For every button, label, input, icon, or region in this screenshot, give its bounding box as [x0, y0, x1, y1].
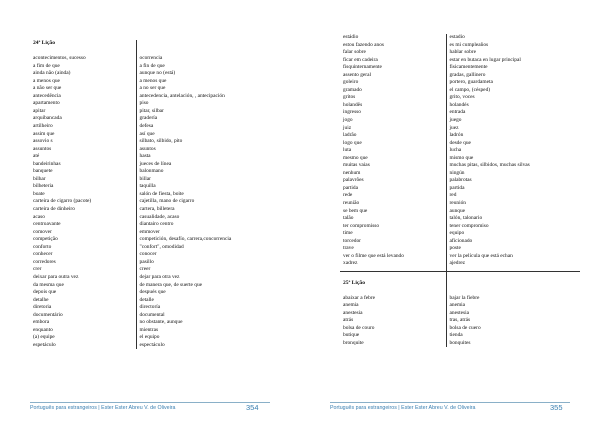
spanish-term: tras, atrás	[449, 317, 471, 324]
portuguese-term: antecedência	[30, 93, 136, 101]
spanish-term: billar	[139, 175, 151, 182]
portuguese-term: bilhar	[30, 176, 136, 184]
portuguese-term: (a) equipe	[30, 334, 136, 342]
page-number: 354	[246, 403, 259, 412]
blank-row	[30, 48, 270, 56]
portuguese-term: assim que	[30, 131, 136, 139]
spanish-term: aficionado	[449, 237, 473, 244]
vocab-row	[340, 79, 580, 87]
portuguese-term: artilheiro	[30, 123, 136, 131]
vocab-row	[340, 109, 580, 117]
footer-text: Português para estrangeiros | Ester Ester Abreu V. de Oliveira	[330, 405, 476, 411]
vocab-row	[340, 140, 580, 148]
portuguese-term: ficar em cadeira	[340, 57, 446, 65]
vocab-row	[30, 131, 270, 139]
vocab-row	[30, 319, 270, 327]
spanish-term: cartera, billetera	[139, 206, 175, 213]
vocab-row	[30, 229, 270, 237]
vocab-row	[340, 325, 580, 333]
vocab-row	[30, 282, 270, 290]
vocab-row	[30, 108, 270, 116]
vocab-row	[340, 57, 580, 65]
vocab-row	[30, 236, 270, 244]
vocab-row	[30, 153, 270, 161]
vocab-row	[340, 200, 580, 208]
vocab-row	[340, 34, 580, 42]
portuguese-term: apitar	[30, 108, 136, 116]
spanish-term: competición, desafío, carrera,concorrencia	[139, 236, 232, 243]
portuguese-term: nenhum	[340, 170, 446, 178]
vocab-row	[30, 214, 270, 222]
spanish-term: anemia	[449, 302, 466, 309]
footer-divider	[330, 402, 570, 403]
spanish-term: estar en butaca en lugar principal	[449, 56, 521, 63]
portuguese-term: mesmo que	[340, 155, 446, 163]
portuguese-term: espetáculo	[30, 342, 136, 350]
portuguese-term: ter compromisso	[340, 223, 446, 231]
spanish-term: directoría	[139, 304, 161, 311]
portuguese-term: detalhe	[30, 297, 136, 305]
vocab-row	[340, 185, 580, 193]
right-page	[300, 0, 600, 424]
lesson-title: 25ª Lição	[340, 280, 446, 288]
portuguese-term: bilheteria	[30, 183, 136, 191]
portuguese-term: reunião	[340, 200, 446, 208]
vocab-row	[30, 191, 270, 199]
spanish-term: ver la película que está echan	[449, 252, 513, 259]
portuguese-term: goleiro	[340, 79, 446, 87]
spanish-term: entrada	[449, 109, 466, 116]
vocab-row	[30, 85, 270, 93]
portuguese-term: a não ser que	[30, 85, 136, 93]
lesson-header-row	[340, 280, 580, 288]
page-footer-right	[300, 402, 600, 414]
vocabulary-table-left	[30, 40, 270, 349]
vocab-row	[30, 168, 270, 176]
spanish-term: documental	[139, 311, 165, 318]
portuguese-term: carteira de cigarro (pacote)	[30, 198, 136, 206]
spanish-term: jueces de línea	[139, 160, 172, 167]
spanish-term: tienda	[449, 332, 463, 339]
vocab-row	[30, 78, 270, 86]
portuguese-term: muitas vaias	[340, 162, 446, 170]
vocab-row	[30, 259, 270, 267]
spanish-term: diantairo centro	[139, 221, 174, 228]
spanish-term: poste	[449, 245, 461, 252]
spanish-term: grito, voces	[449, 94, 475, 101]
portuguese-term: competição	[30, 236, 136, 244]
spanish-term: reunión	[449, 200, 466, 207]
portuguese-term: talão	[340, 215, 446, 223]
portuguese-term: torcedor	[340, 238, 446, 246]
footer-text: Português para estrangeiros | Ester Ester Abreu V. de Oliveira	[30, 405, 176, 411]
vocab-row	[30, 297, 270, 305]
portuguese-term: documentário	[30, 312, 136, 320]
vocab-row	[30, 274, 270, 282]
spanish-term: aunque no (está)	[139, 70, 176, 77]
spanish-term: pitar, silbar	[139, 107, 164, 114]
vocab-row	[30, 251, 270, 259]
vocab-row	[340, 64, 580, 72]
portuguese-term: falar sobre	[340, 49, 446, 57]
vocab-row	[340, 260, 580, 268]
portuguese-term: butique	[340, 332, 446, 340]
portuguese-term: embora	[30, 319, 136, 327]
vocab-row	[340, 155, 580, 163]
spanish-term: talón, talonario	[449, 215, 483, 222]
portuguese-term: jogo	[340, 117, 446, 125]
vocab-row	[30, 221, 270, 229]
portuguese-term: acaso	[30, 214, 136, 222]
spanish-term: asuntos	[139, 145, 156, 152]
spanish-term: taquilla	[139, 183, 156, 190]
spanish-term: hablar sobre	[449, 49, 476, 56]
portuguese-term: estou fazendo anos	[340, 42, 446, 50]
portuguese-term: atrás	[340, 317, 446, 325]
vocab-row	[340, 147, 580, 155]
vocab-row	[340, 162, 580, 170]
portuguese-term: xadrez	[340, 260, 446, 268]
portuguese-term: luta	[340, 147, 446, 155]
spanish-term: mismo que	[449, 154, 474, 161]
spanish-term: balonmano	[139, 168, 164, 175]
vocab-row	[30, 198, 270, 206]
spanish-term: a fin de que	[139, 62, 165, 69]
page-number: 355	[550, 403, 563, 412]
vocab-row	[340, 72, 580, 80]
vocab-row	[340, 125, 580, 133]
spanish-term: palabrotas	[449, 177, 472, 184]
portuguese-term: time	[340, 230, 446, 238]
spanish-term: holandés	[449, 101, 469, 108]
portuguese-term: se bem que	[340, 208, 446, 216]
vocab-row	[340, 42, 580, 50]
portuguese-term: anestesia	[340, 310, 446, 318]
vocab-row	[30, 304, 270, 312]
spanish-term: conocer	[139, 251, 157, 258]
spanish-term: muchas pitas, silbidos, muchas silvas	[449, 162, 530, 169]
spanish-term: casualidade, acaso	[139, 213, 180, 220]
vocab-row	[340, 49, 580, 57]
portuguese-term: centroavante	[30, 221, 136, 229]
spanish-term: de manera que, de suerte que	[139, 281, 203, 288]
portuguese-term: acontecimentos, sucesso	[30, 55, 136, 63]
vocab-row	[30, 289, 270, 297]
portuguese-term: da mesma que	[30, 282, 136, 290]
vocab-row	[30, 183, 270, 191]
portuguese-term: a menos que	[30, 78, 136, 86]
vocab-row	[30, 327, 270, 335]
vocab-row	[30, 70, 270, 78]
vocabulary-table-right	[340, 34, 580, 347]
spanish-term: antecedencia, antelación, , antecipación	[139, 92, 225, 99]
vocab-row	[340, 87, 580, 95]
portuguese-term: rede	[340, 192, 446, 200]
spanish-term: bonquites	[449, 339, 471, 346]
spanish-term: ocorrencia	[139, 55, 163, 62]
blank-row	[340, 271, 580, 279]
spanish-term: bajar la fiebre	[449, 294, 480, 301]
portuguese-term: até	[30, 153, 136, 161]
vocab-row	[340, 102, 580, 110]
portuguese-term: assento geral	[340, 72, 446, 80]
vocab-row	[30, 55, 270, 63]
spanish-term: equipo	[449, 230, 465, 237]
vocab-row	[340, 170, 580, 178]
portuguese-term: palavrões	[340, 177, 446, 185]
lesson-title: 24ª Lição	[30, 40, 136, 48]
vocab-row	[340, 177, 580, 185]
vocab-row	[340, 94, 580, 102]
portuguese-term: ingresso	[340, 109, 446, 117]
portuguese-term: a fim de que	[30, 63, 136, 71]
vocab-row	[340, 317, 580, 325]
spanish-term: estadio	[449, 34, 465, 40]
portuguese-term: gramado	[340, 87, 446, 95]
spanish-term: fisicamentemente	[449, 64, 488, 71]
portuguese-term: ladrão	[340, 132, 446, 140]
spanish-term: "confort", omodidad	[139, 243, 184, 250]
spanish-term: lucha	[449, 147, 462, 154]
vocab-row	[340, 117, 580, 125]
portuguese-term: assuntos	[30, 146, 136, 154]
vocab-row	[30, 266, 270, 274]
portuguese-term: banquete	[30, 168, 136, 176]
spanish-term: hasta	[139, 153, 151, 160]
portuguese-term: gritos	[340, 94, 446, 102]
portuguese-term: bronquite	[340, 340, 446, 348]
spanish-term: pasillo	[139, 258, 154, 265]
spanish-term: desde que	[449, 139, 471, 146]
footer-divider	[30, 402, 270, 403]
spanish-term: detalle	[139, 296, 154, 303]
spanish-term: partida	[449, 184, 465, 191]
portuguese-term: juiz	[340, 125, 446, 133]
portuguese-term: assovio s	[30, 138, 136, 146]
spanish-term: aunque	[449, 207, 466, 214]
spanish-term: portero, guardameta	[449, 79, 493, 86]
page-footer-left	[0, 402, 300, 414]
portuguese-term: estádio	[340, 34, 446, 42]
portuguese-term: bolsa de couro	[340, 325, 446, 333]
portuguese-term: ver o filme que está levando	[340, 253, 446, 261]
vocab-row	[340, 245, 580, 253]
vocab-row	[340, 340, 580, 348]
portuguese-term: enquanto	[30, 327, 136, 335]
vocab-row	[340, 295, 580, 303]
vocab-row	[30, 312, 270, 320]
portuguese-term: abaixar a febre	[340, 295, 446, 303]
portuguese-term: holandês	[340, 102, 446, 110]
spanish-term: juego	[449, 117, 462, 124]
vocab-row	[30, 138, 270, 146]
portuguese-term: apartamento	[30, 100, 136, 108]
vocab-row	[340, 310, 580, 318]
spanish-term: a no ser que	[139, 85, 166, 92]
spanish-term: el campo, (césped)	[449, 86, 491, 93]
spanish-term: red	[449, 192, 457, 199]
spanish-term: espectáculo	[139, 341, 165, 348]
spanish-term: emmover	[139, 228, 160, 235]
spanish-term: ladrón	[449, 132, 464, 139]
vocab-row	[30, 176, 270, 184]
vocab-row	[340, 332, 580, 340]
spanish-term: piso	[139, 100, 149, 107]
vocab-row	[30, 342, 270, 350]
portuguese-term: corredores	[30, 259, 136, 267]
spanish-term: dejar para otra vez	[139, 273, 180, 280]
vocab-row	[30, 334, 270, 342]
portuguese-term: arquibancada	[30, 115, 136, 123]
vocab-row	[340, 230, 580, 238]
vocab-row	[340, 208, 580, 216]
spanish-term: mientras	[139, 326, 159, 333]
portuguese-term: deixar para outra vez	[30, 274, 136, 282]
portuguese-term: conhecer	[30, 251, 136, 259]
vocab-row	[340, 192, 580, 200]
vocab-row	[30, 244, 270, 252]
vocab-row	[30, 146, 270, 154]
portuguese-term: comover	[30, 229, 136, 237]
portuguese-term: ainda não (ainda)	[30, 70, 136, 78]
vocab-row	[30, 100, 270, 108]
spanish-term: silbato, silbido, pito	[139, 138, 183, 145]
spanish-term: después que	[139, 289, 166, 296]
spanish-term: juez	[449, 124, 459, 131]
portuguese-term: diretoria	[30, 304, 136, 312]
spanish-term: es mi cumpleaños	[449, 41, 489, 48]
portuguese-term: fisquinternamente	[340, 64, 446, 72]
spanish-term: tener compromiso	[449, 222, 489, 229]
vocab-row	[340, 302, 580, 310]
spanish-term: defesa	[139, 123, 154, 130]
spanish-term: a menos que	[139, 77, 167, 84]
portuguese-term: trave	[340, 245, 446, 253]
vocab-row	[340, 223, 580, 231]
spanish-term: salón de fiesta, boite	[139, 190, 184, 197]
vocab-row	[30, 123, 270, 131]
vocab-row	[30, 161, 270, 169]
vocab-row	[30, 115, 270, 123]
vocab-row	[30, 206, 270, 214]
vocab-row	[340, 238, 580, 246]
vocab-row	[30, 93, 270, 101]
spanish-term: ajedrez	[449, 260, 466, 267]
spanish-term: bolsa de cuero	[449, 324, 481, 331]
spanish-term: creer	[139, 266, 151, 273]
portuguese-term: crer	[30, 266, 136, 274]
portuguese-term: carteira de dinheiro	[30, 206, 136, 214]
portuguese-term: depois que	[30, 289, 136, 297]
spanish-term: gradas, gallinero	[449, 71, 486, 78]
portuguese-term: boate	[30, 191, 136, 199]
blank-row	[340, 287, 580, 295]
vocab-row	[340, 215, 580, 223]
vocab-row	[30, 63, 270, 71]
spanish-term: el equipo	[139, 334, 160, 341]
spanish-term: gradería	[139, 115, 158, 122]
portuguese-term: bandeirinhas	[30, 161, 136, 169]
portuguese-term: logo que	[340, 140, 446, 148]
portuguese-term: conforto	[30, 244, 136, 252]
lesson-header-row	[30, 40, 270, 48]
portuguese-term: partida	[340, 185, 446, 193]
spanish-term: anestesia	[449, 309, 469, 316]
spanish-term: ningún	[449, 169, 465, 176]
spanish-term: así que	[139, 130, 155, 137]
vocab-row	[340, 253, 580, 261]
portuguese-term: anemia	[340, 302, 446, 310]
spanish-term: no obstante, aunque	[139, 319, 183, 326]
spanish-term: cajetilla, mano de cigarro	[139, 198, 195, 205]
vocab-row	[340, 132, 580, 140]
